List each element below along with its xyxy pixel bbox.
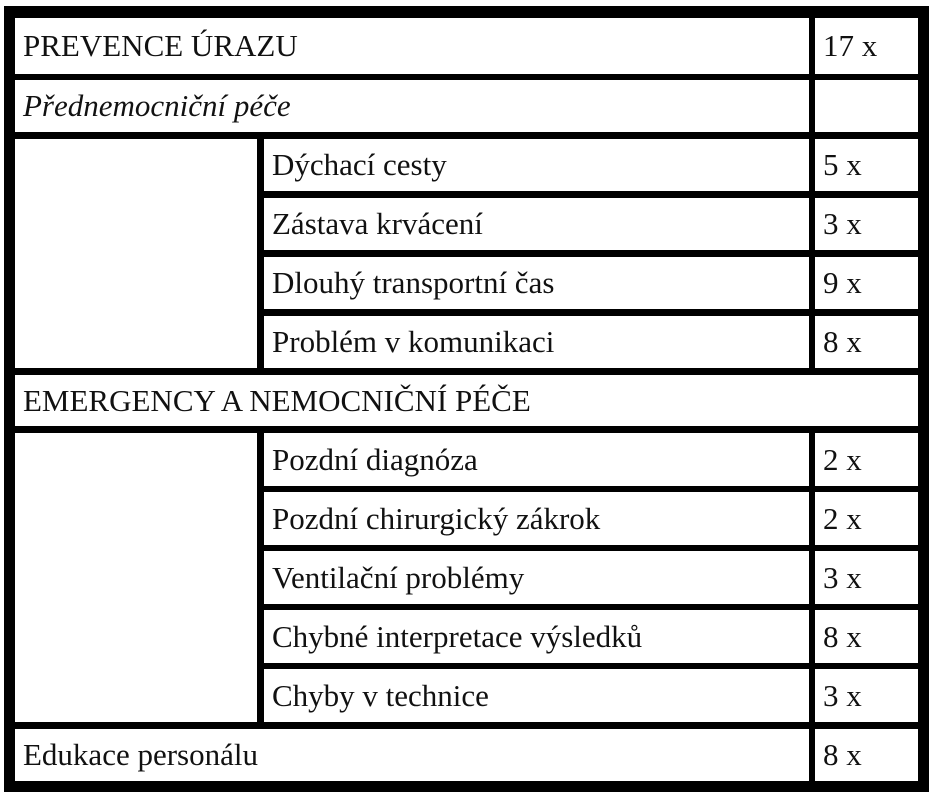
row-long-transport-label: Dlouhý transportní čas [264,257,809,309]
row-technique-errors-count: 3 x [815,669,918,722]
row-staff-education-label: Edukace personálu [15,729,809,781]
row-bleeding-control-count: 3 x [815,198,918,250]
prehospital-group-blank-cell [15,139,257,368]
row-communication-count: 8 x [815,316,918,368]
row-misinterpretation-count: 8 x [815,610,918,663]
row-late-surgery-count: 2 x [815,492,918,545]
results-table [4,6,929,792]
row-injury-prevention-count: 17 x [815,18,918,74]
row-airway-label: Dýchací cesty [264,139,809,191]
row-late-diagnosis-count: 2 x [815,433,918,486]
row-injury-prevention-label: PREVENCE ÚRAZU [15,18,809,74]
row-misinterpretation-label: Chybné interpretace výsledků [264,610,809,663]
row-late-diagnosis-label: Pozdní diagnóza [264,433,809,486]
row-late-surgery-label: Pozdní chirurgický zákrok [264,492,809,545]
emergency-group-blank-cell [15,433,257,722]
row-long-transport-count: 9 x [815,257,918,309]
row-prehospital-care-count [815,80,918,132]
row-emergency-hospital-care-label: EMERGENCY A NEMOCNIČNÍ PÉČE [15,375,918,426]
row-prehospital-care-label: Přednemocniční péče [15,80,809,132]
row-bleeding-control-label: Zástava krvácení [264,198,809,250]
row-ventilation-count: 3 x [815,551,918,604]
row-technique-errors-label: Chyby v technice [264,669,809,722]
row-staff-education-count: 8 x [815,729,918,781]
row-airway-count: 5 x [815,139,918,191]
row-ventilation-label: Ventilační problémy [264,551,809,604]
row-communication-label: Problém v komunikaci [264,316,809,368]
